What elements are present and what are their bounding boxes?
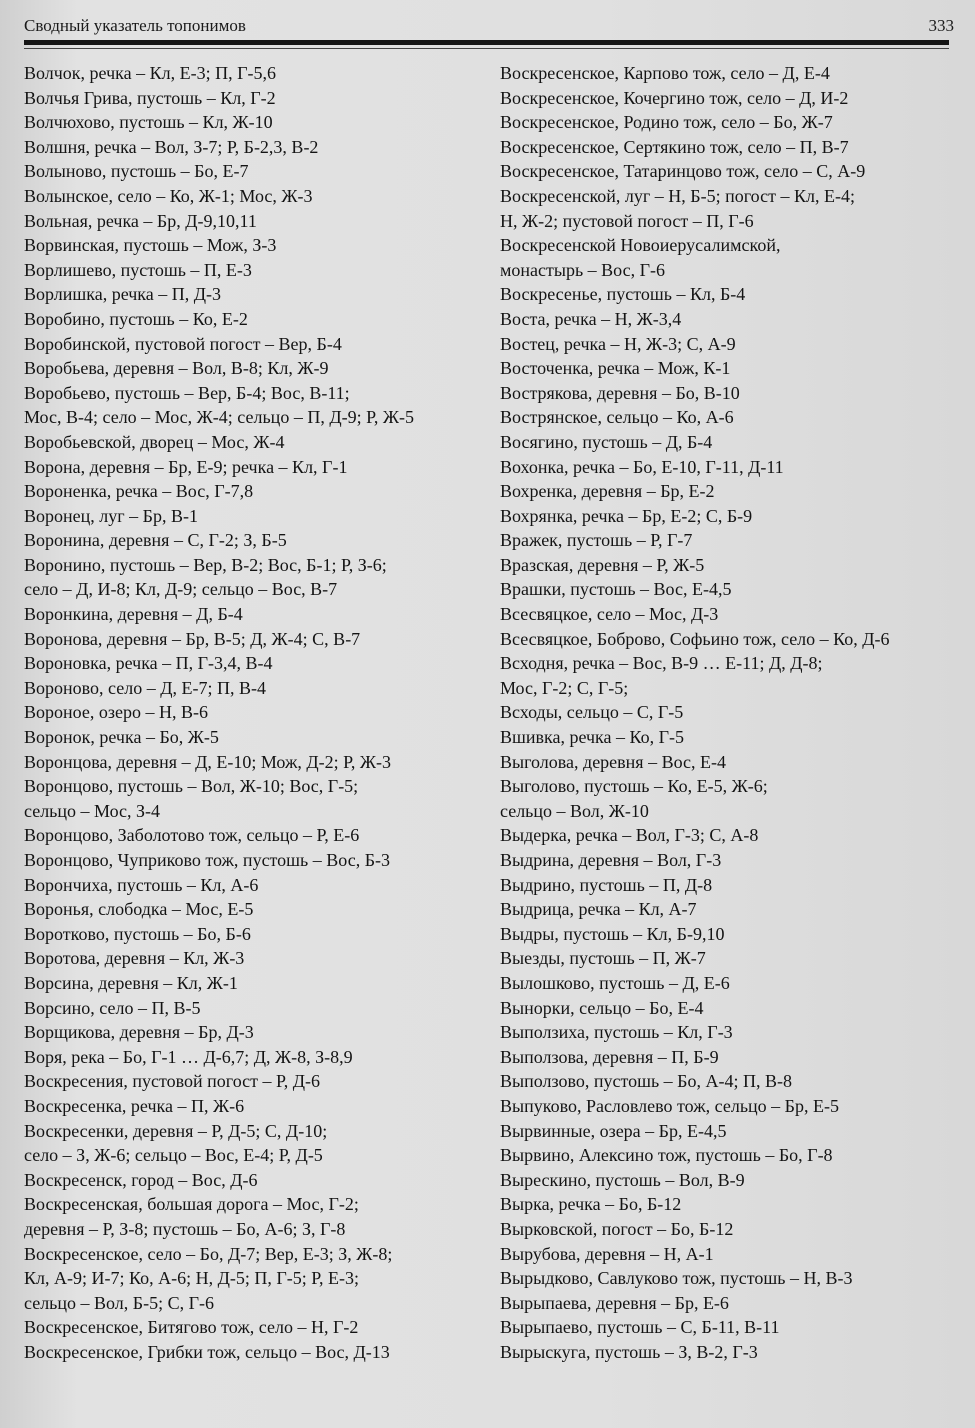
index-entry-line: Волыново, пустошь – Бо, Е-7 (24, 161, 249, 182)
index-entry-line: Кл, А-9; И-7; Ко, А-6; Н, Д-5; П, Г-5; Р, Е-3; (24, 1268, 360, 1289)
index-entry-line: Всходы, сельцо – С, Г-5 (500, 702, 684, 723)
index-entry-line: Выголово, пустошь – Ко, Е-5, Ж-6; (500, 776, 768, 797)
index-entry-line: Вырвинные, озера – Бр, Е-4,5 (500, 1120, 727, 1141)
index-entry-line: Воскресенское, Кочергино тож, село – Д, И-2 (500, 87, 849, 108)
index-entry-line: Востец, речка – Н, Ж-3; С, А-9 (500, 333, 736, 354)
index-entry-line: Вохрянка, речка – Бр, Е-2; С, Б-9 (500, 505, 753, 526)
page-header (24, 14, 954, 40)
index-entry-line: Всесвяцкое, село – Мос, Д-3 (500, 604, 719, 625)
index-entry-line: Выползиха, пустошь – Кл, Г-3 (500, 1022, 733, 1043)
index-entry-line: Воскресенской Новоиерусалимской, (500, 235, 781, 256)
index-entry-line: село – Д, И-8; Кл, Д-9; сельцо – Вос, В-7 (24, 579, 338, 600)
index-entry-line: Воста, речка – Н, Ж-3,4 (500, 308, 682, 329)
index-entry-line: Воробьева, деревня – Вол, В-8; Кл, Ж-9 (24, 358, 329, 379)
index-entry-line: Вырескино, пустошь – Вол, В-9 (500, 1169, 745, 1190)
index-entry-line: Воронья, слободка – Мос, Е-5 (24, 899, 254, 920)
index-entry-line: Вырыскуга, пустошь – З, В-2, Г-3 (500, 1341, 758, 1362)
index-entry-line: Вырка, речка – Бо, Б-12 (500, 1194, 682, 1215)
index-entry-line: Воскресенское, село – Бо, Д-7; Вер, Е-3; З, Ж-8; (24, 1243, 393, 1264)
index-entry-line: Воронина, деревня – С, Г-2; З, Б-5 (24, 530, 287, 551)
index-entry-line: Вороновка, речка – П, Г-3,4, В-4 (24, 653, 273, 674)
index-entry-line: Волшня, речка – Вол, З-7; Р, Б-2,3, В-2 (24, 136, 319, 157)
index-entry-line: Воротова, деревня – Кл, Ж-3 (24, 948, 245, 969)
index-entry-line: Восягино, пустошь – Д, Б-4 (500, 431, 713, 452)
index-entry-line: Воскресения, пустовой погост – Р, Д-6 (24, 1071, 321, 1092)
index-entry-line: Вороненка, речка – Вос, Г-7,8 (24, 481, 254, 502)
index-entry-line: Н, Ж-2; пустовой погост – П, Г-6 (500, 210, 754, 231)
right-column (500, 61, 955, 1364)
index-entry-line: Вырыпаево, пустошь – С, Б-11, В-11 (500, 1317, 780, 1338)
index-entry-line: Вырубова, деревня – Н, А-1 (500, 1243, 714, 1264)
index-entry-line: Воскресенка, речка – П, Ж-6 (24, 1095, 245, 1116)
index-entry-line: Воря, река – Бо, Г-1 … Д-6,7; Д, Ж-8, З-8,9 (24, 1046, 353, 1067)
index-entry-line: Воронец, луг – Бр, В-1 (24, 505, 198, 526)
index-entry-line: Воронок, речка – Бо, Ж-5 (24, 727, 219, 748)
index-entry-line: Воронкина, деревня – Д, Б-4 (24, 604, 243, 625)
index-entry-line: Вырыпаева, деревня – Бр, Е-6 (500, 1292, 729, 1313)
index-entry-line: Воскресенское, Родино тож, село – Бо, Ж-7 (500, 112, 833, 133)
index-entry-line: Воскресенская, большая дорога – Мос, Г-2; (24, 1194, 359, 1215)
index-entry-line: Воскресенское, Битягово тож, село – Н, Г-2 (24, 1317, 359, 1338)
running-title: Сводный указатель топонимов (24, 16, 246, 35)
index-entry-line: Выдры, пустошь – Кл, Б-9,10 (500, 923, 725, 944)
index-entry-line: Воротково, пустошь – Бо, Б-6 (24, 923, 251, 944)
index-entry-line: Вороное, озеро – Н, В-6 (24, 702, 208, 723)
index-entry-line: Воронцово, Заболотово тож, сельцо – Р, Е-6 (24, 825, 360, 846)
index-entry-line: сельцо – Вол, Б-5; С, Г-6 (24, 1292, 215, 1313)
index-entry-line: Вырыдково, Савлуково тож, пустошь – Н, В-3 (500, 1268, 853, 1289)
index-entry-line: Вохренка, деревня – Бр, Е-2 (500, 481, 715, 502)
index-entry-line: Воронцово, пустошь – Вол, Ж-10; Вос, Г-5; (24, 776, 359, 797)
index-entry-line: Волынское, село – Ко, Ж-1; Мос, Ж-3 (24, 185, 313, 206)
index-entry-line: Вольная, речка – Бр, Д-9,10,11 (24, 210, 257, 231)
index-entry-line: Всесвяцкое, Боброво, Софьино тож, село – Ко, Д-6 (500, 628, 890, 649)
index-entry-line: Врашки, пустошь – Вос, Е-4,5 (500, 579, 732, 600)
index-entry-line: Вразская, деревня – Р, Ж-5 (500, 554, 705, 575)
index-entry-line: Мос, Г-2; С, Г-5; (500, 677, 629, 698)
index-entry-line: Ворсино, село – П, В-5 (24, 997, 201, 1018)
index-entry-line: Выдрино, пустошь – П, Д-8 (500, 874, 713, 895)
index-entry-line: Вшивка, речка – Ко, Г-5 (500, 727, 685, 748)
index-entry-line: Воронцово, Чуприково тож, пустошь – Вос, Б-3 (24, 850, 391, 870)
index-entry-line: Выезды, пустошь – П, Ж-7 (500, 948, 706, 969)
index-entry-line: Выползово, пустошь – Бо, А-4; П, В-8 (500, 1071, 793, 1092)
index-entry-line: Воронино, пустошь – Вер, В-2; Вос, Б-1; Р, З-6; (24, 554, 387, 575)
left-column (24, 61, 494, 1364)
index-entry-line: Воробинской, пустовой погост – Вер, Б-4 (24, 333, 342, 354)
index-entry-line: Волчюхово, пустошь – Кл, Ж-10 (24, 112, 273, 133)
index-entry-line: Выдерка, речка – Вол, Г-3; С, А-8 (500, 825, 759, 846)
index-entry-line: Ворсина, деревня – Кл, Ж-1 (24, 972, 238, 993)
index-entry-line: Вырвино, Алексино тож, пустошь – Бо, Г-8 (500, 1145, 833, 1166)
index-entry-line: Восточенка, речка – Мож, К-1 (500, 358, 731, 379)
index-entry-line: село – З, Ж-6; сельцо – Вос, Е-4; Р, Д-5 (24, 1145, 323, 1166)
index-entry-line: Вохонка, речка – Бо, Е-10, Г-11, Д-11 (500, 456, 784, 477)
index-entry-line: Вынорки, сельцо – Бо, Е-4 (500, 997, 704, 1018)
index-entry-line: Вороново, село – Д, Е-7; П, В-4 (24, 677, 266, 698)
header-rule-thin (24, 48, 949, 49)
index-entry-line: Ворлишево, пустошь – П, Е-3 (24, 259, 252, 280)
index-entry-line: Ворончиха, пустошь – Кл, А-6 (24, 874, 259, 895)
index-entry-line: Выдрица, речка – Кл, А-7 (500, 899, 697, 920)
index-entry-line: Воскресенки, деревня – Р, Д-5; С, Д-10; (24, 1120, 328, 1141)
index-entry-line: сельцо – Вол, Ж-10 (500, 800, 649, 821)
page-number: 333 (928, 16, 954, 35)
index-entry-line: Ворщикова, деревня – Бр, Д-3 (24, 1022, 254, 1043)
index-entry-line: Выползова, деревня – П, Б-9 (500, 1046, 719, 1067)
index-entry-line: Выдрина, деревня – Вол, Г-3 (500, 850, 722, 870)
index-entry-line: Выпуково, Расловлево тож, сельцо – Бр, Е-5 (500, 1095, 839, 1116)
index-entry-line: Воскресенское, Сертякино тож, село – П, В-7 (500, 136, 849, 157)
index-entry-line: Ворвинская, пустошь – Мож, З-3 (24, 235, 277, 256)
index-entry-line: Ворлишка, речка – П, Д-3 (24, 284, 222, 305)
index-entry-line: Вострянское, сельцо – Ко, А-6 (500, 407, 734, 428)
index-entry-line: Воронцова, деревня – Д, Е-10; Мож, Д-2; Р, Ж-3 (24, 751, 392, 772)
index-entry-line: Воскресенское, Татаринцово тож, село – С, А-9 (500, 161, 866, 182)
index-entry-line: Выголова, деревня – Вос, Е-4 (500, 751, 727, 772)
index-entry-line: Вырковской, погост – Бо, Б-12 (500, 1218, 734, 1239)
index-entry-line: Воронова, деревня – Бр, В-5; Д, Ж-4; С, В-7 (24, 628, 361, 649)
index-entry-line: Воскресенье, пустошь – Кл, Б-4 (500, 284, 746, 305)
index-entry-line: Волчья Грива, пустошь – Кл, Г-2 (24, 87, 276, 108)
index-entry-line: деревня – Р, З-8; пустошь – Бо, А-6; З, Г-8 (24, 1218, 346, 1239)
index-entry-line: Вострякова, деревня – Бо, В-10 (500, 382, 740, 403)
index-entry-line: Воскресенск, город – Вос, Д-6 (24, 1169, 258, 1190)
index-entry-line: Воробино, пустошь – Ко, Е-2 (24, 308, 248, 329)
index-entry-line: сельцо – Мос, З-4 (24, 800, 161, 821)
index-entry-line: монастырь – Вос, Г-6 (500, 259, 666, 280)
header-rule (24, 40, 949, 45)
index-entry-line: Вылошково, пустошь – Д, Е-6 (500, 972, 730, 993)
index-entry-line: Воскресенской, луг – Н, Б-5; погост – Кл, Е-4; (500, 185, 855, 206)
index-entry-line: Мос, В-4; село – Мос, Ж-4; сельцо – П, Д-9; Р, Ж-5 (24, 407, 414, 428)
index-entry-line: Воробьевской, дворец – Мос, Ж-4 (24, 431, 285, 452)
index-entry-line: Всходня, речка – Вос, В-9 … Е-11; Д, Д-8; (500, 653, 823, 674)
index-entry-line: Волчок, речка – Кл, Е-3; П, Г-5,6 (24, 63, 276, 83)
index-entry-line: Воробьево, пустошь – Вер, Б-4; Вос, В-11; (24, 382, 350, 403)
index-entry-line: Воскресенское, Карпово тож, село – Д, Е-4 (500, 63, 830, 83)
index-entry-line: Вражек, пустошь – Р, Г-7 (500, 530, 693, 551)
index-entry-line: Ворона, деревня – Бр, Е-9; речка – Кл, Г-1 (24, 456, 348, 477)
index-entry-line: Воскресенское, Грибки тож, сельцо – Вос, Д-13 (24, 1341, 390, 1362)
